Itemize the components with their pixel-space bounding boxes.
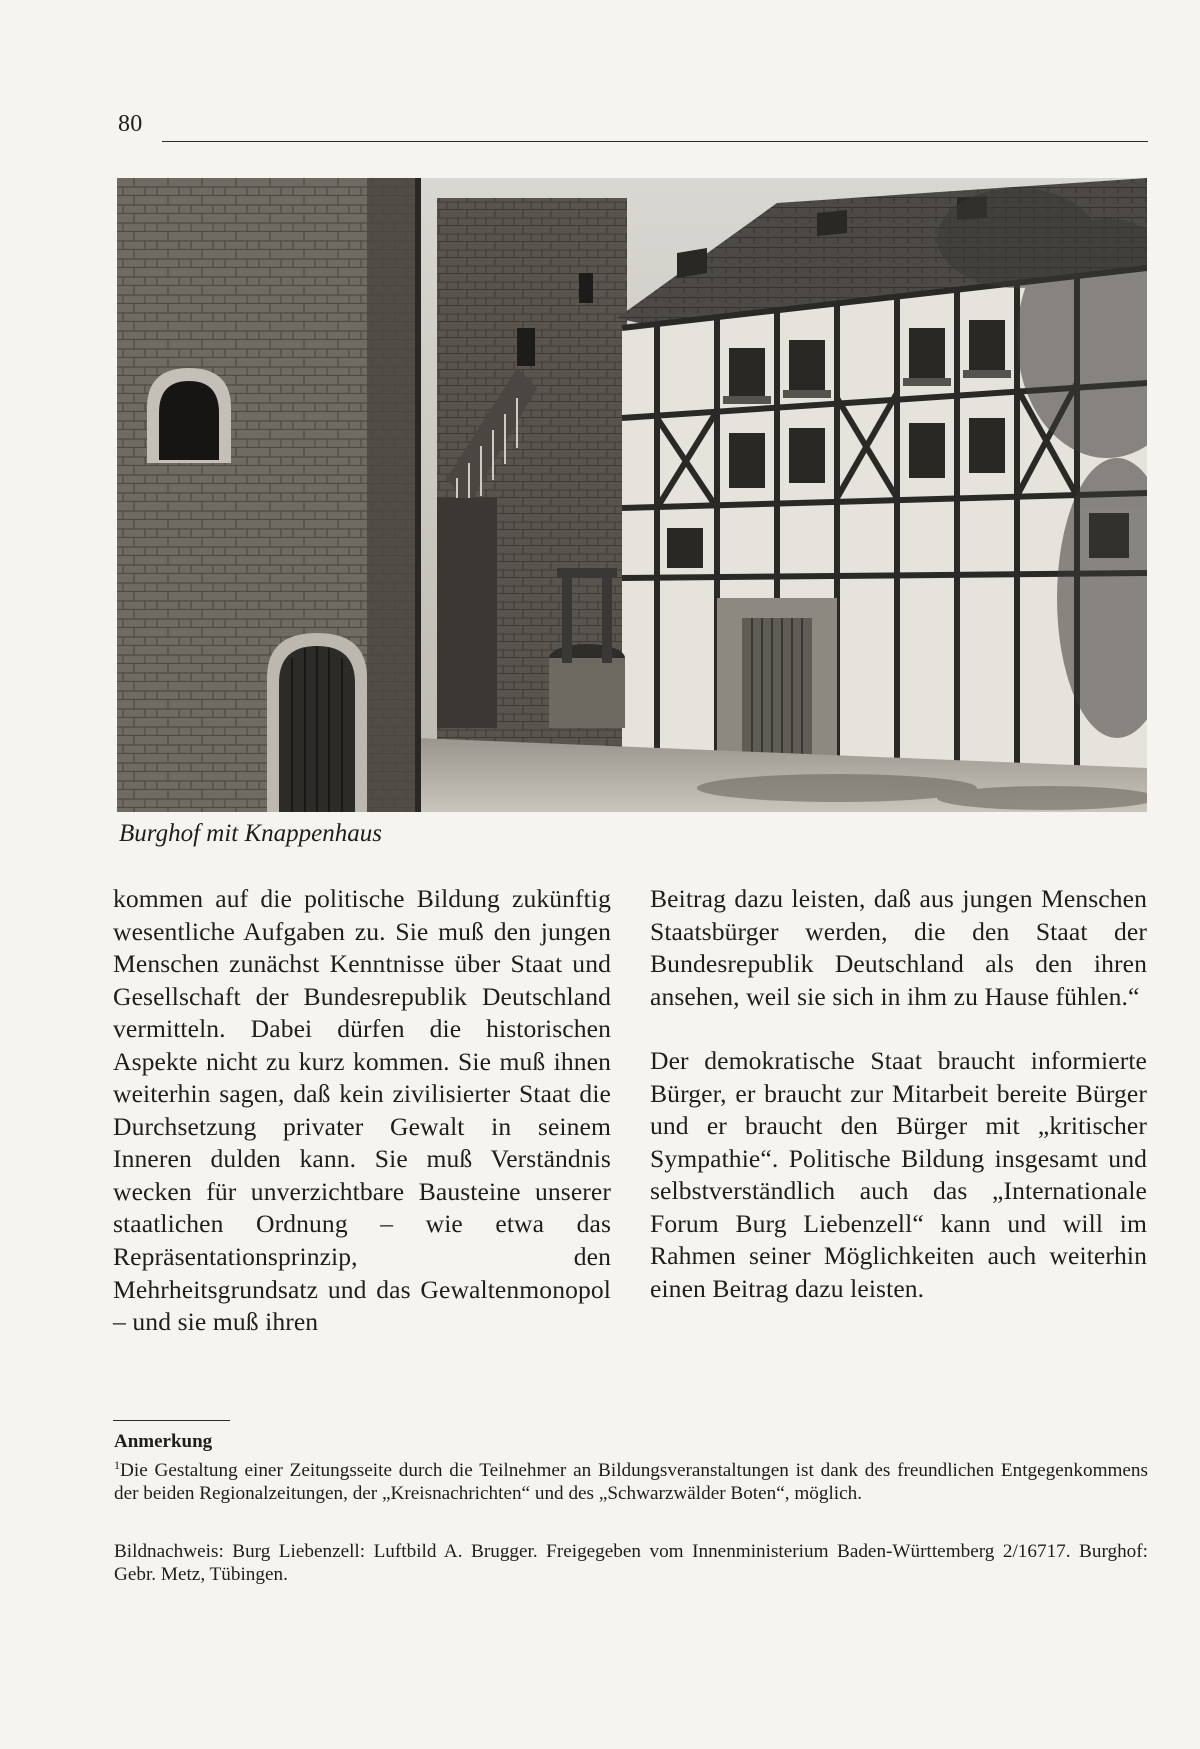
right-column-paragraph-1: Beitrag dazu leisten, daß aus jungen Menschen Staatsbürger werden, die den Staat der Bundesrepublik Deutschland als den ihren ansehen, weil sie sich in ihm zu Hause fühlen.“ bbox=[650, 884, 1147, 1011]
right-column bbox=[650, 883, 1147, 1306]
courtyard-photo-illustration bbox=[117, 178, 1147, 812]
figure-caption: Burghof mit Knappenhaus bbox=[119, 820, 382, 847]
left-column bbox=[113, 883, 611, 1339]
page-number: 80 bbox=[118, 111, 143, 137]
footnote-title: Anmerkung bbox=[114, 1431, 213, 1452]
header-rule bbox=[162, 141, 1148, 142]
footnote-marker: 1 bbox=[114, 1458, 120, 1472]
right-column-paragraph-2: Der demokratische Staat braucht informierte Bürger, er braucht zur Mitarbeit bereite Bürger und er braucht den Bürger mit „kritischer Sympathie“. Politische Bildung insgesamt und selbstverständlich auch das „Internationale Forum Burg Liebenzell“ kann und will im Rahmen seiner Möglichkeiten auch weiterhin einen Beitrag dazu leisten. bbox=[650, 1046, 1147, 1304]
footnote-text: Die Gestaltung einer Zeitungsseite durch die Teilnehmer an Bildungsveranstaltungen ist dank des freundlichen Entgegenkommens der beiden Regionalzeitungen, der „Kreisnachrichten“ und des „Schwarzwälder Boten“, möglich. bbox=[114, 1460, 1148, 1504]
left-column-paragraph: kommen auf die politische Bildung zukünftig wesentliche Aufgaben zu. Sie muß den jungen Menschen zunächst Kenntnisse über Staat und Gesellschaft der Bundesrepublik Deutschland vermitteln. Dabei dürfen die historischen Aspekte nicht zu kurz kommen. Sie muß ihnen weiterhin sagen, daß kein zivilisierter Staat die Durchsetzung privater Gewalt in seinem Inneren dulden kann. Sie muß Verständnis wecken für unverzichtbare Bausteine unserer staatlichen Ordnung – wie etwa das Repräsentationsprinzip, den Mehrheitsgrundsatz und das Gewaltenmonopol – und sie muß ihren bbox=[113, 884, 611, 1337]
footnote bbox=[114, 1454, 1148, 1505]
courtyard-photo bbox=[117, 178, 1147, 812]
image-credits: Bildnachweis: Burg Liebenzell: Luftbild A. Brugger. Freigegeben vom Innenministerium Baden-Württemberg 2/16717. Burghof: Gebr. Metz, Tübingen. bbox=[114, 1541, 1148, 1585]
footnote-rule bbox=[113, 1420, 230, 1421]
